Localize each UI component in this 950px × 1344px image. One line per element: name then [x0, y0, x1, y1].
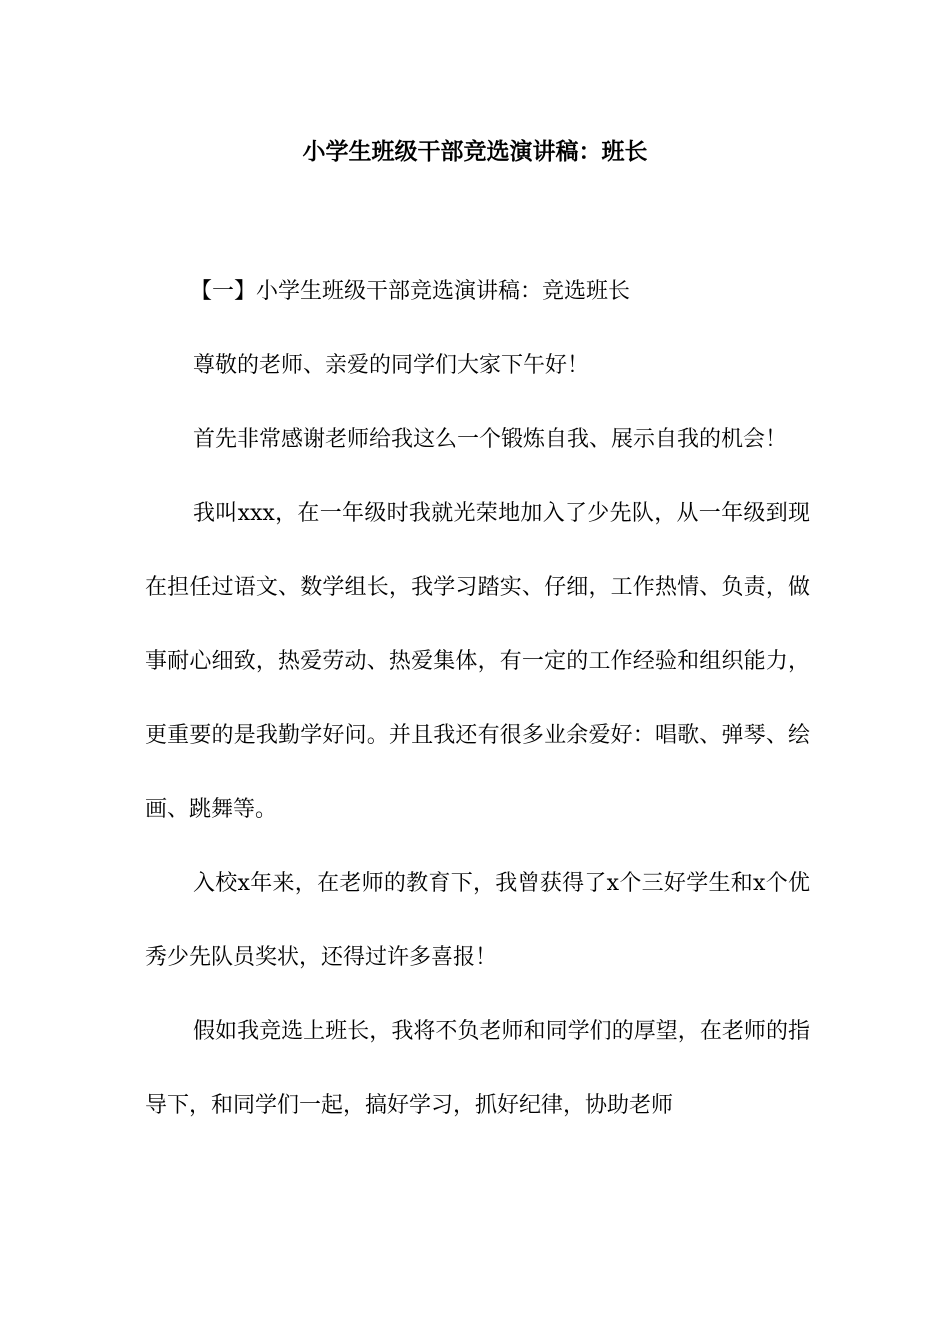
document-body [145, 255, 810, 1143]
paragraph-awards: 入校x年来，在老师的教育下，我曾获得了x个三好学生和x个优秀少先队员奖状，还得过许多喜报！ [145, 871, 810, 970]
section-heading: 【一】小学生班级干部竞选演讲稿：竞选班长 [190, 279, 631, 304]
document-title: 小学生班级干部竞选演讲稿：班长 [302, 138, 648, 165]
paragraph-introduction: 我叫xxx，在一年级时我就光荣地加入了少先队，从一年级到现在担任过语文、数学组长，我学习踏实、仔细，工作热情、负责，做事耐心细致，热爱劳动、热爱集体，有一定的工作经验和组织能力，更重要的是我勤学好问。并且我还有很多业余爱好：唱歌、弹琴、绘画、跳舞等。 [145, 501, 810, 822]
paragraph-greeting: 尊敬的老师、亲爱的同学们大家下午好！ [193, 353, 590, 378]
paragraph-thanks: 首先非常感谢老师给我这么一个锻炼自我、展示自我的机会！ [193, 427, 788, 452]
paragraph-promise: 假如我竞选上班长，我将不负老师和同学们的厚望，在老师的指导下，和同学们一起，搞好学习，抓好纪律，协助老师 [145, 1019, 810, 1118]
